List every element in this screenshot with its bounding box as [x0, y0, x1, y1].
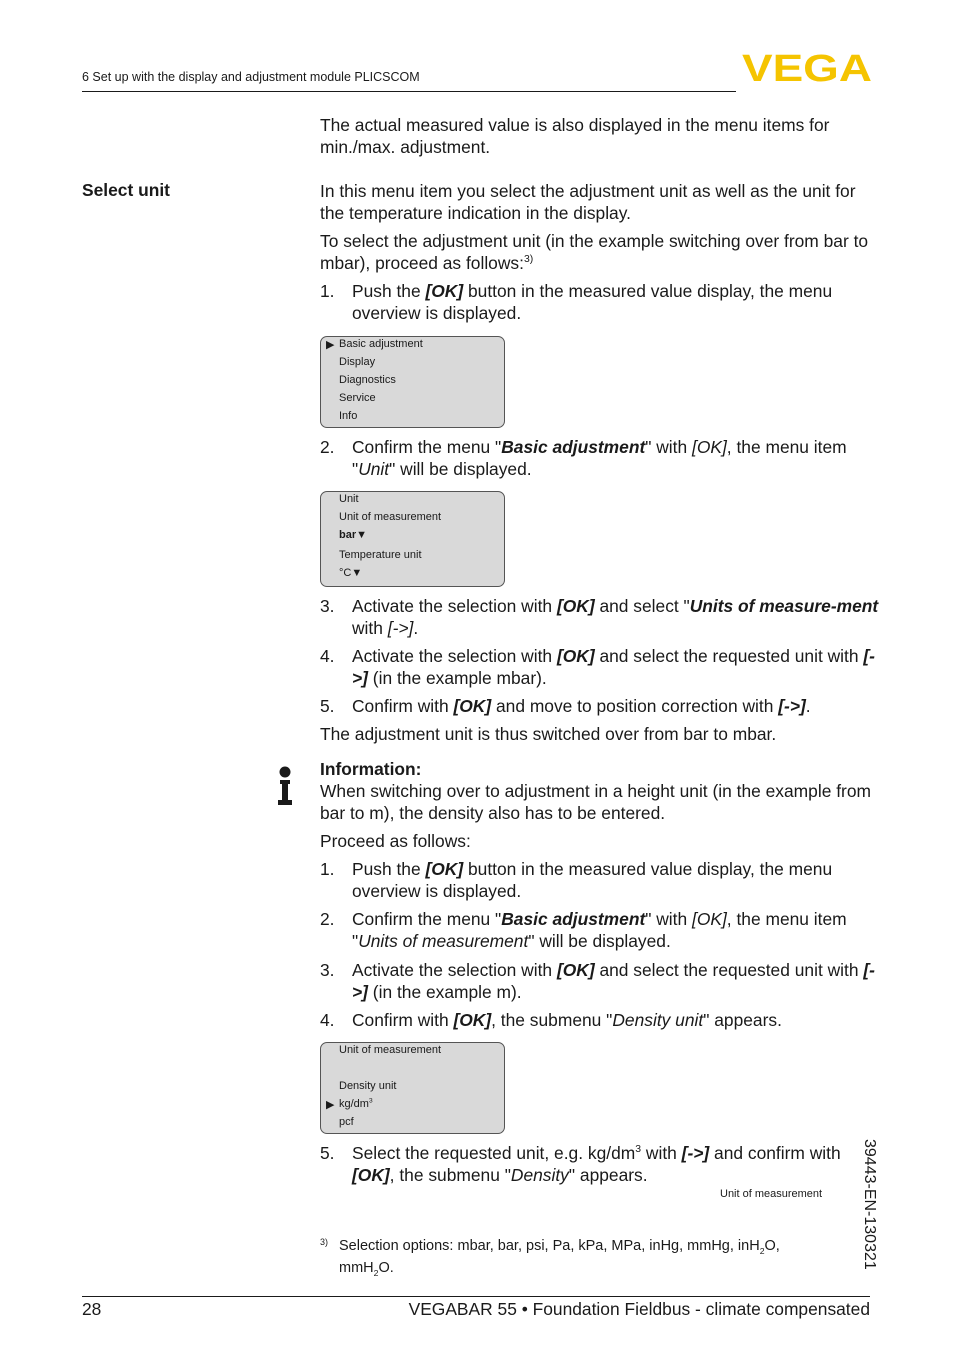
lcd-value-pressure: bar▼ — [339, 529, 368, 541]
lcd-label: Density unit — [339, 1080, 397, 1092]
lcd-title: Unit of measurement — [339, 1044, 442, 1056]
footnote-marker: 3) — [320, 1237, 329, 1247]
select-unit-p1: In this menu item you select the adjustment unit as well as the unit for the temperature indication in the display. — [320, 181, 856, 223]
menu-item: Display — [339, 356, 376, 368]
header-rule — [82, 91, 736, 92]
footer-rule — [82, 1296, 870, 1297]
lcd-label: Unit of measurement — [339, 511, 442, 523]
select-unit-p2: To select the adjustment unit (in the example switching over from bar to mbar), proceed as follows:$^{3)}$ — [320, 231, 869, 273]
selection-arrow-icon: ▶ — [326, 339, 335, 351]
info-text: When switching over to adjustment in a height unit (in the example from bar to m), the density also has to be entered. — [320, 781, 871, 823]
display-density-unit — [320, 1042, 505, 1134]
vega-logo — [742, 52, 872, 84]
footnote-text: Selection options: mbar, bar, psi, Pa, kPa, MPa, inHg, mmHg, inH$_2$O, mmH$_2$O. — [339, 1238, 780, 1278]
header-section-title: 6 Set up with the display and adjustment module PLICSCOM — [82, 70, 420, 84]
info-icon — [276, 766, 294, 806]
lcd-title: Unit — [339, 493, 359, 505]
lcd-value-temperature: °C▼ — [339, 567, 363, 579]
footer-title: VEGABAR 55 • Foundation Fieldbus - climate compensated — [408, 1299, 870, 1319]
dropdown-arrow-icon: ▼ — [356, 529, 368, 541]
section-heading: Select unit — [82, 180, 170, 200]
display-menu-overview — [320, 336, 505, 428]
document-id: 39443-EN-130321 — [861, 1139, 878, 1270]
logo-text: VEGA — [742, 52, 872, 84]
intro-paragraph: The actual measured value is also displayed in the menu items for min./max. adjustment. — [320, 115, 830, 157]
page-number: 28 — [82, 1299, 102, 1319]
menu-item: Service — [339, 392, 376, 404]
info-title: Information: — [320, 759, 422, 779]
selection-arrow-icon: ▶ — [326, 1099, 335, 1111]
lcd-option-selected: $kg/dm^3$ — [339, 1097, 373, 1110]
menu-item: Basic adjustment — [339, 338, 423, 350]
dropdown-arrow-icon: ▼ — [351, 567, 363, 579]
lcd-partial-title: Unit of measurement — [720, 1188, 823, 1200]
lcd-option: pcf — [339, 1116, 354, 1128]
footnote-ref: 3) — [523, 254, 534, 266]
info-proceed: Proceed as follows: — [320, 831, 471, 851]
menu-item: Diagnostics — [339, 374, 396, 386]
lcd-label: Temperature unit — [339, 549, 422, 561]
display-unit-menu — [320, 491, 505, 587]
result-text: The adjustment unit is thus switched over from bar to mbar. — [320, 724, 777, 744]
menu-item: Info — [339, 410, 358, 422]
